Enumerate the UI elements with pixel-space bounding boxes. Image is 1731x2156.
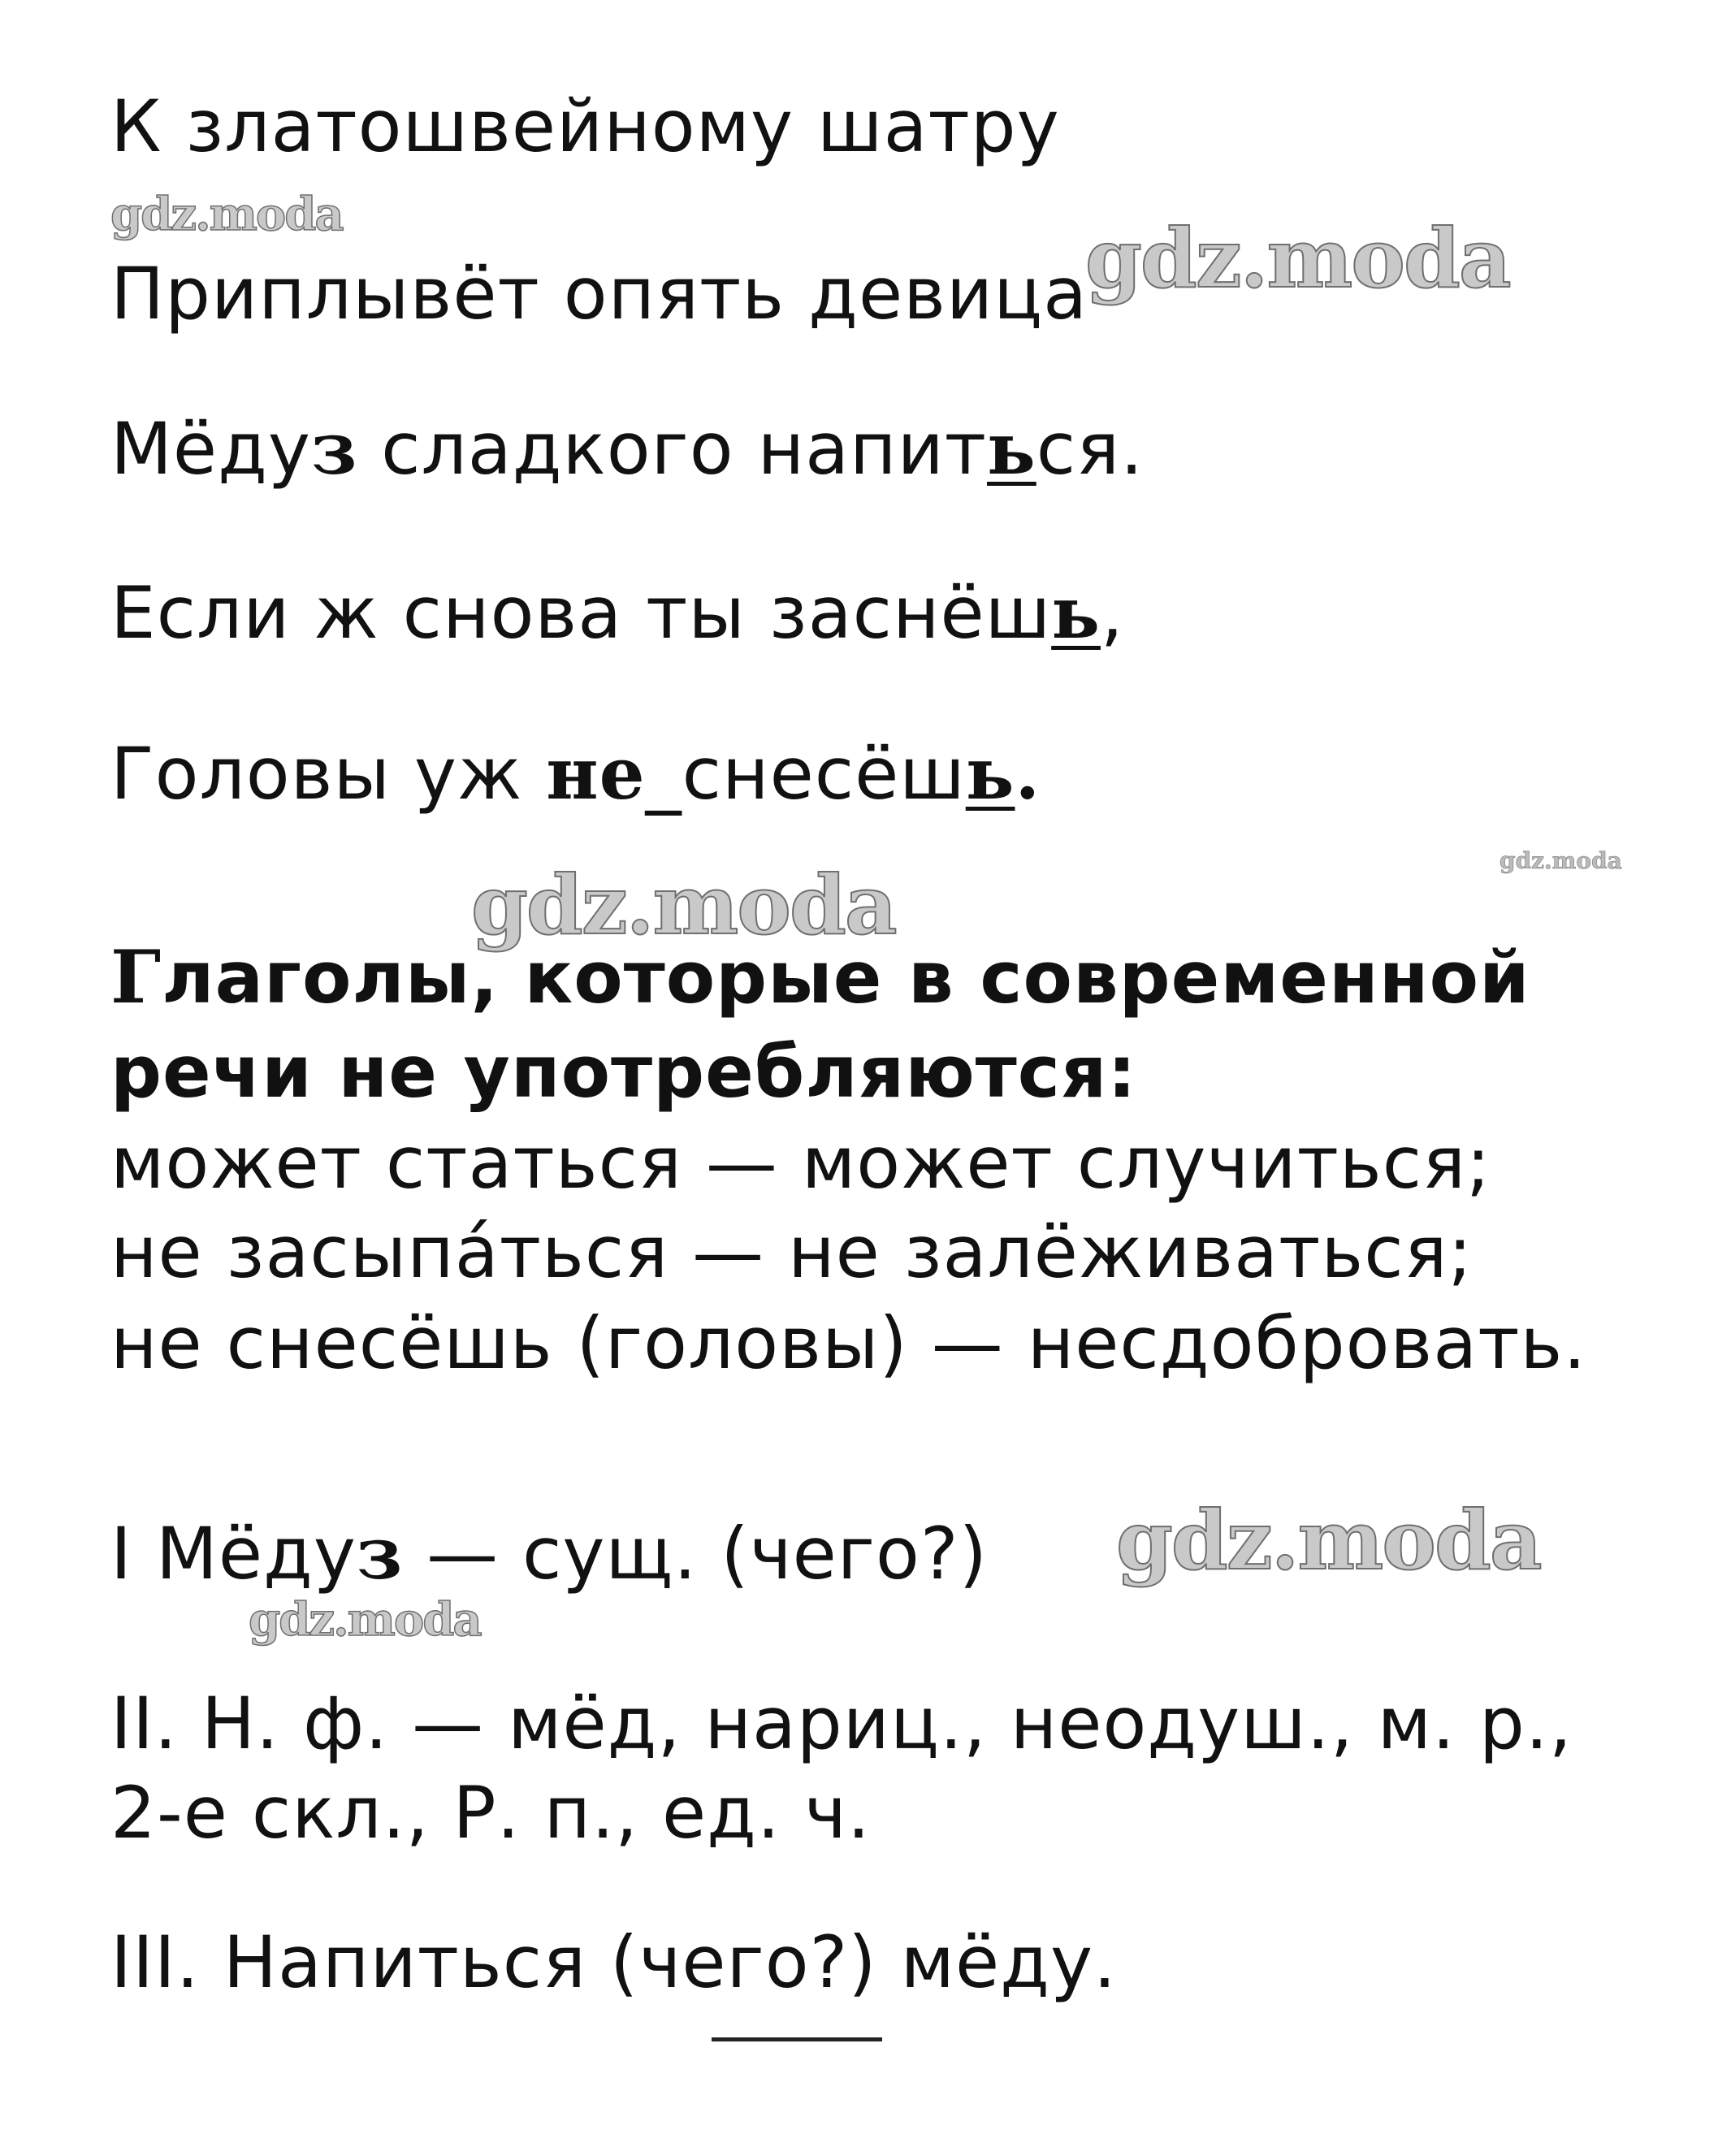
- particle-ne: не: [546, 731, 646, 816]
- verbs-heading-line-2: речи не употребляются:: [110, 1030, 1137, 1114]
- analysis-part-1-word: I Мёду: [110, 1512, 357, 1595]
- poem-line-3-word: Мёду: [110, 407, 311, 491]
- watermark: gdz.moda: [1116, 1492, 1541, 1588]
- verbs-heading-line-1: Глаголы, которые в современной: [110, 934, 1530, 1020]
- analysis-part-1: [110, 1511, 988, 1595]
- poem-line-5-end: .: [1015, 731, 1041, 816]
- inserted-letter: з: [311, 406, 358, 491]
- poem-line-3-end: ся.: [1036, 407, 1145, 491]
- analysis-part-3: III. Напиться (чего?) мёду.: [110, 1920, 1118, 2004]
- poem-line-5: [110, 731, 1041, 816]
- analysis-part-1-rest: — сущ. (чего?): [403, 1512, 988, 1595]
- poem-line-3: [110, 406, 1145, 491]
- soft-sign-underlined: ь: [965, 731, 1015, 816]
- poem-line-1: К златошвейному шатру: [110, 84, 1060, 168]
- inserted-letter: з: [356, 1511, 404, 1595]
- poem-line-5-mid: _снесёш: [645, 732, 966, 816]
- poem-line-2: Приплывёт опять девица: [110, 252, 1088, 336]
- poem-line-4-text: Если ж снова ты заснёш: [110, 571, 1052, 655]
- watermark: gdz.moda: [471, 857, 896, 953]
- poem-line-4-end: ,: [1100, 571, 1124, 655]
- poem-line-4: [110, 570, 1124, 655]
- poem-line-5-text: Головы уж: [110, 732, 547, 816]
- soft-sign-underlined: ь: [987, 406, 1036, 491]
- verbs-item-2: не засыпáться — не залёживаться;: [110, 1210, 1474, 1294]
- soft-sign-underlined: ь: [1051, 570, 1101, 655]
- underline-mark: [712, 2037, 882, 2041]
- analysis-part-2-line-2: 2-е скл., Р. п., ед. ч.: [110, 1771, 871, 1855]
- watermark: gdz.moda: [249, 1593, 481, 1647]
- verbs-item-1: может статься — может случиться;: [110, 1121, 1491, 1205]
- analysis-part-2-line-1: II. Н. ф. — мёд, нариц., неодуш., м. р.,: [110, 1682, 1573, 1765]
- watermark: gdz.moda: [110, 188, 343, 241]
- verbs-item-3: не снесёшь (головы) — несдобровать.: [110, 1301, 1587, 1385]
- watermark: gdz.moda: [1085, 210, 1510, 306]
- poem-line-3-mid: сладкого напит: [357, 407, 988, 491]
- watermark: gdz.moda: [1499, 847, 1622, 874]
- verbs-heading-rest: лаголы, которые в современной: [162, 936, 1530, 1020]
